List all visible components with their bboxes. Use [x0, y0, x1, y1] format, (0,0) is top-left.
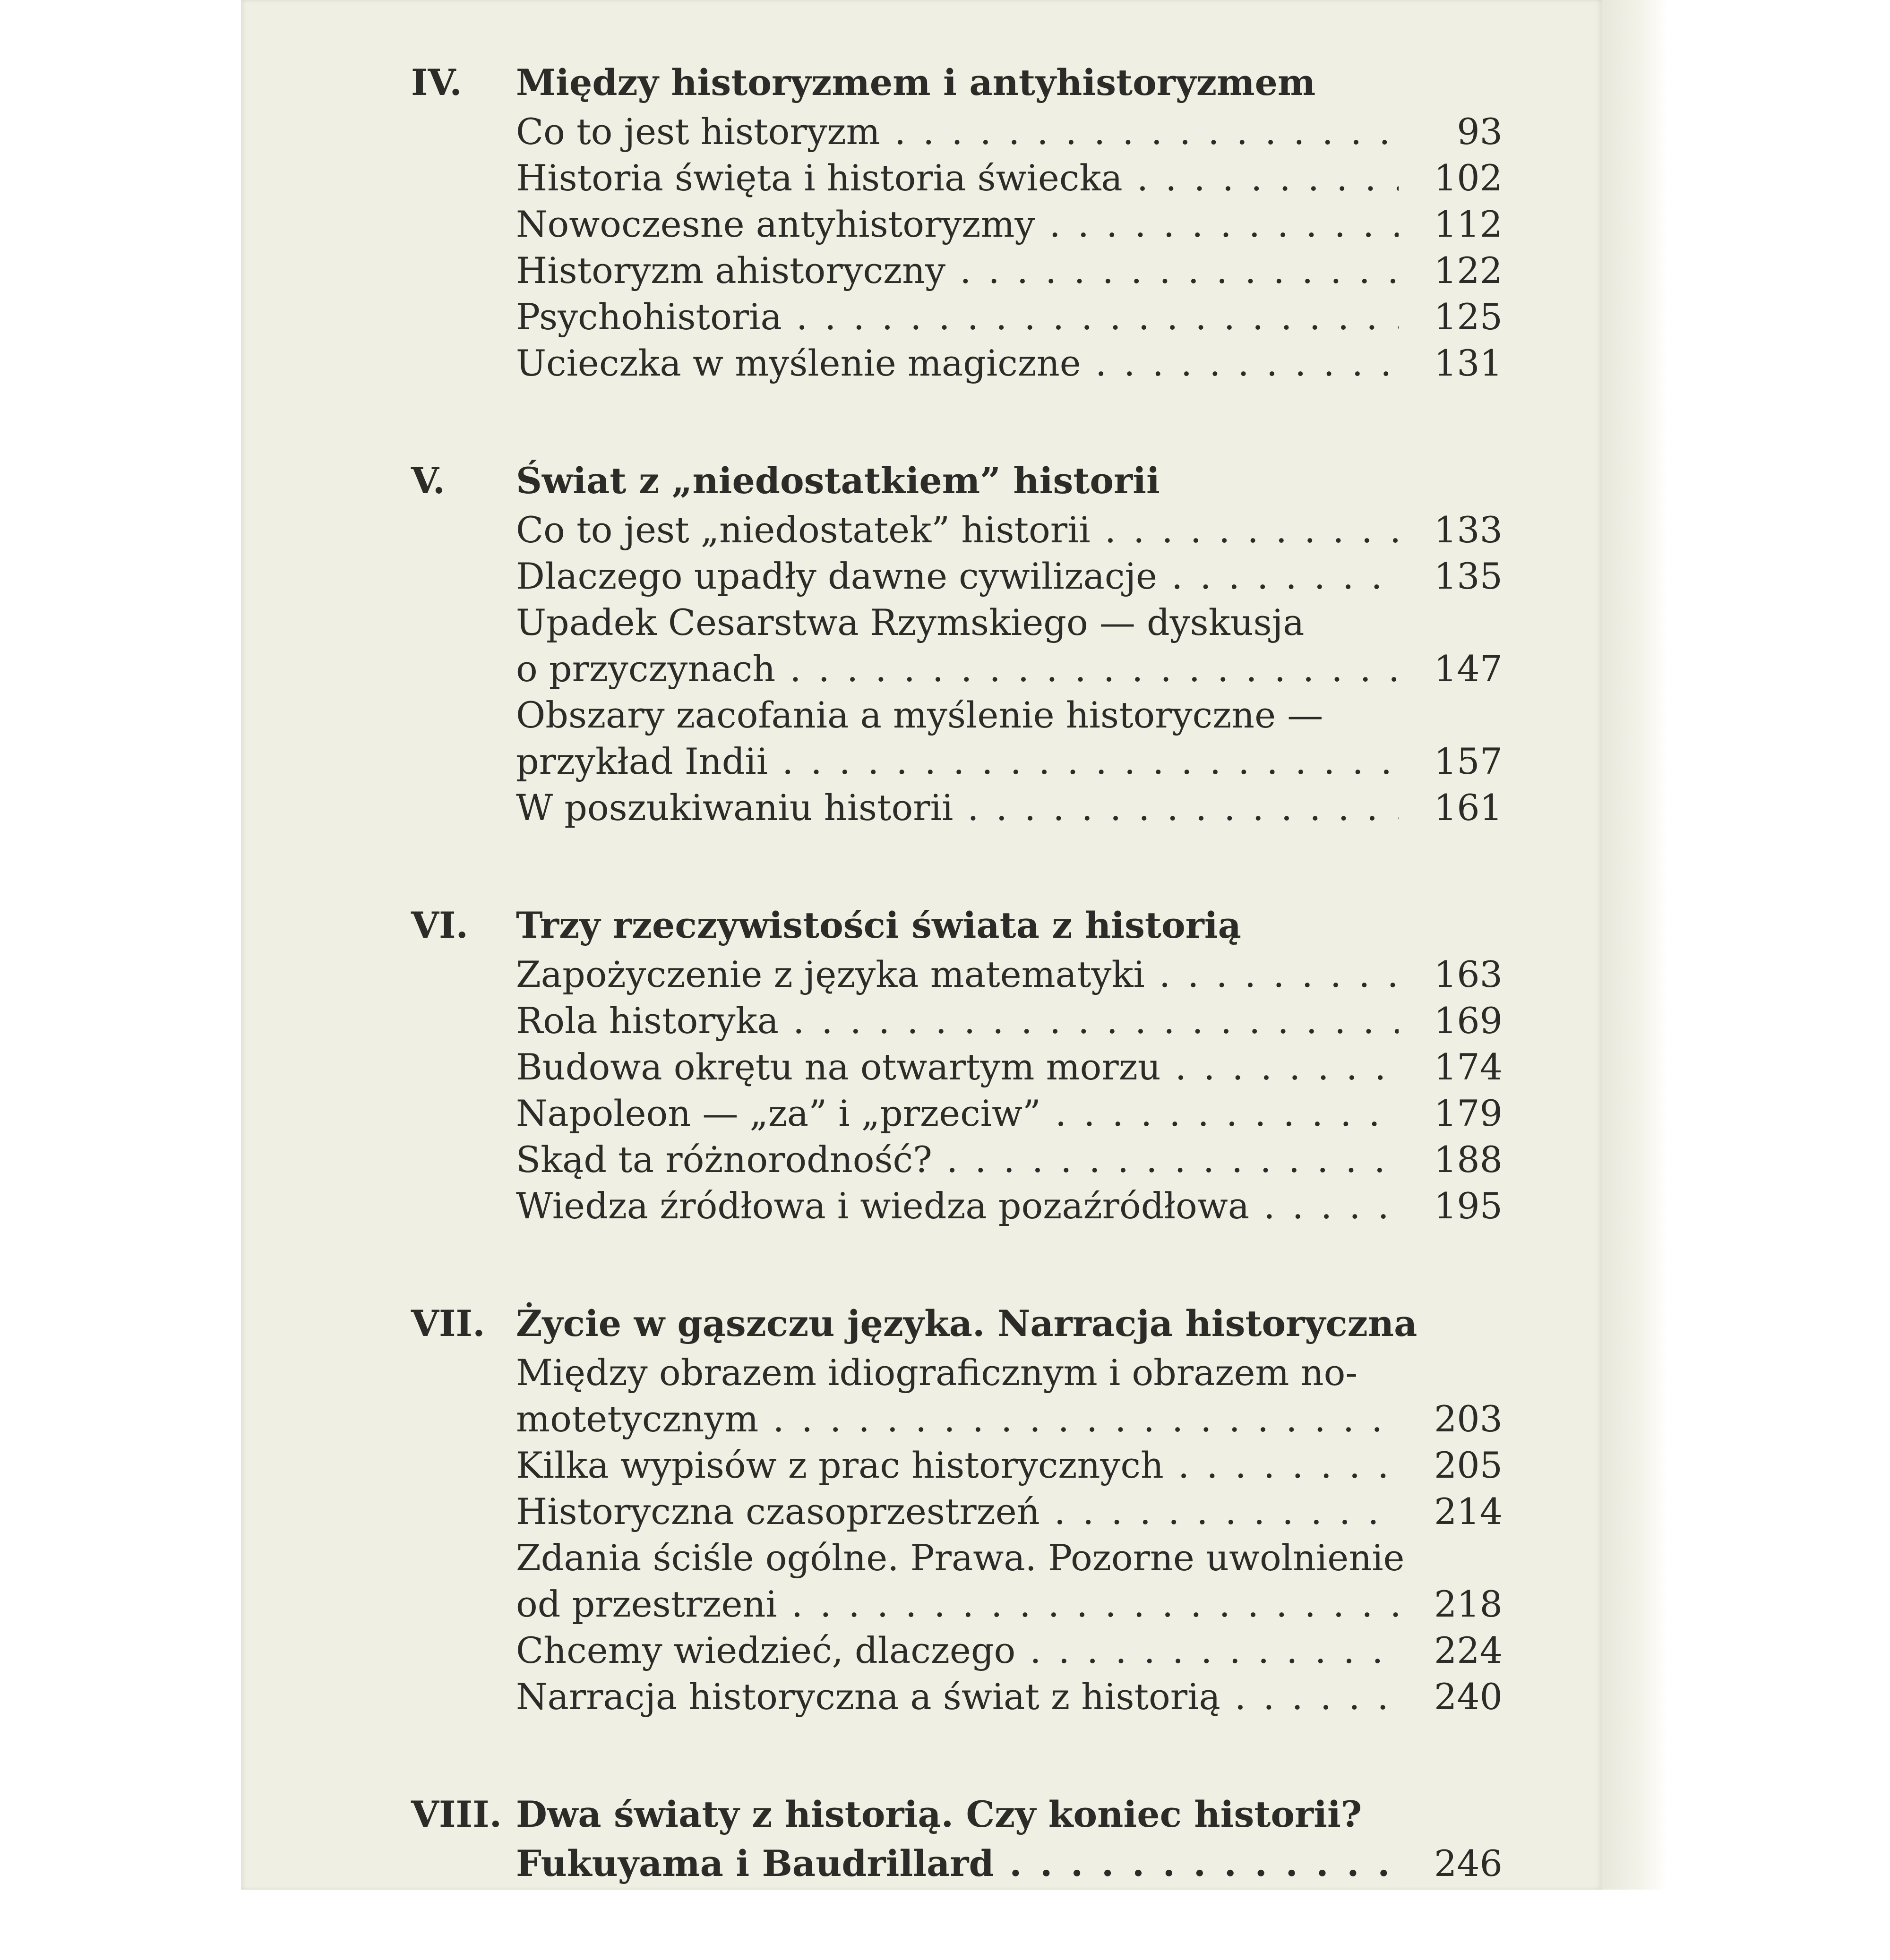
- entry-page-number: 218: [1399, 1581, 1503, 1627]
- entry-title-line: o przyczynach . . .: [516, 646, 1404, 692]
- chapter-number: VII.: [411, 1302, 485, 1344]
- entry-page-number: 125: [1399, 294, 1503, 340]
- chapter-viii: [411, 1793, 1503, 1887]
- chapter-number: VI.: [411, 904, 468, 946]
- toc-entry: [411, 785, 1503, 831]
- entry-page-number: 205: [1399, 1442, 1503, 1489]
- entry-title: Co to jest historyzm . . .: [516, 109, 1404, 155]
- entry-page-number: 102: [1399, 155, 1503, 201]
- toc-entry: [411, 294, 1503, 340]
- chapter-v: [411, 460, 1503, 831]
- chapter-title: Życie w gąszczu języka. Narracja historyczna: [516, 1302, 1418, 1344]
- toc-entry: [411, 507, 1503, 553]
- chapter-number: VIII.: [411, 1793, 502, 1835]
- entry-title: Skąd ta różnorodność? . . .: [516, 1137, 1404, 1183]
- entry-page-number: 135: [1399, 553, 1503, 599]
- chapter-heading: [411, 1302, 1503, 1350]
- toc-entry: [411, 1183, 1503, 1229]
- entry-title-line: Obszary zacofania a myślenie historyczne —: [516, 694, 1323, 736]
- toc-entry: [411, 1442, 1503, 1489]
- toc-entry: [411, 599, 1503, 692]
- entry-page-number: 169: [1399, 998, 1503, 1044]
- toc-entry: [411, 1674, 1503, 1720]
- entry-title-line: motetycznym . . .: [516, 1396, 1404, 1442]
- chapter-title: Świat z „niedostatkiem” historii: [516, 460, 1160, 502]
- toc-entry: [411, 1350, 1503, 1442]
- entry-title: Nowoczesne antyhistoryzmy . . .: [516, 201, 1404, 248]
- toc-entry: [411, 1090, 1503, 1137]
- toc-entry: [411, 340, 1503, 386]
- toc-entry: [411, 1627, 1503, 1674]
- entry-page-number: 240: [1399, 1674, 1503, 1720]
- entry-page-number: 188: [1399, 1137, 1503, 1183]
- entry-page-number: 122: [1399, 248, 1503, 294]
- entry-title: Wiedza źródłowa i wiedza pozaźródłowa . . .: [516, 1183, 1404, 1229]
- toc-entry: [411, 1489, 1503, 1535]
- entry-title: Chcemy wiedzieć, dlaczego . . .: [516, 1627, 1404, 1674]
- entry-title-line: Upadek Cesarstwa Rzymskiego — dyskusja: [516, 601, 1305, 643]
- chapter-title-continued: Fukuyama i Baudrillard . . .: [516, 1840, 1404, 1887]
- toc-entry: [411, 1044, 1503, 1090]
- entry-title: Co to jest „niedostatek” historii . . .: [516, 507, 1404, 553]
- table-of-contents: [411, 61, 1503, 1960]
- entry-page-number: 131: [1399, 340, 1503, 386]
- entry-title-line: przykład Indii . . .: [516, 738, 1404, 785]
- entry-title: Psychohistoria . . .: [516, 294, 1404, 340]
- entry-page-number: 179: [1399, 1090, 1503, 1137]
- chapter-heading: [411, 1793, 1503, 1840]
- toc-entry: [411, 201, 1503, 248]
- entry-title: Historyczna czasoprzestrzeń . . .: [516, 1489, 1404, 1535]
- entry-title: Historyzm ahistoryczny . . .: [516, 248, 1404, 294]
- toc-entry: [411, 998, 1503, 1044]
- entry-title-line: od przestrzeni . . .: [516, 1581, 1404, 1627]
- chapter-vi: [411, 904, 1503, 1229]
- entry-page-number: 246: [1399, 1840, 1503, 1887]
- chapter-heading: [411, 904, 1503, 951]
- entry-page-number: 161: [1399, 785, 1503, 831]
- entry-title: Rola historyka . . .: [516, 998, 1404, 1044]
- toc-entry: [411, 248, 1503, 294]
- entry-page-number: 93: [1399, 109, 1503, 155]
- entry-page-number: 195: [1399, 1183, 1503, 1229]
- entry-page-number: 214: [1399, 1489, 1503, 1535]
- entry-page-number: 147: [1399, 646, 1503, 692]
- entry-title: Zapożyczenie z języka matematyki . . .: [516, 951, 1404, 998]
- entry-title-line: Zdania ściśle ogólne. Prawa. Pozorne uwolnienie: [516, 1537, 1405, 1579]
- page-edge: [1602, 0, 1668, 1890]
- chapter-iv: [411, 61, 1503, 386]
- toc-entry: [411, 155, 1503, 201]
- entry-page-number: 224: [1399, 1627, 1503, 1674]
- entry-title: Budowa okrętu na otwartym morzu . . .: [516, 1044, 1404, 1090]
- toc-entry: [411, 1137, 1503, 1183]
- toc-entry: [411, 951, 1503, 998]
- chapter-title: Między historyzmem i antyhistoryzmem: [516, 61, 1316, 103]
- toc-entry: [411, 1840, 1503, 1887]
- entry-title: Historia święta i historia świecka . . .: [516, 155, 1404, 201]
- chapter-heading: [411, 61, 1503, 109]
- chapter-number: V.: [411, 460, 446, 502]
- entry-page-number: 163: [1399, 951, 1503, 998]
- toc-entry: [411, 553, 1503, 599]
- chapter-number: IV.: [411, 61, 462, 103]
- entry-title: Ucieczka w myślenie magiczne . . .: [516, 340, 1404, 386]
- entry-page-number: 203: [1399, 1396, 1503, 1442]
- toc-entry: [411, 1535, 1503, 1627]
- chapter-vii: [411, 1302, 1503, 1720]
- entry-page-number: 157: [1399, 738, 1503, 785]
- toc-entry: [411, 692, 1503, 785]
- chapter-heading: [411, 460, 1503, 507]
- entry-title: Narracja historyczna a świat z historią . . .: [516, 1674, 1404, 1720]
- chapter-title: Dwa światy z historią. Czy koniec historii?: [516, 1793, 1362, 1835]
- entry-page-number: 133: [1399, 507, 1503, 553]
- entry-page-number: 112: [1399, 201, 1503, 248]
- entry-title: W poszukiwaniu historii . . .: [516, 785, 1404, 831]
- entry-title: Dlaczego upadły dawne cywilizacje . . .: [516, 553, 1404, 599]
- entry-page-number: 174: [1399, 1044, 1503, 1090]
- toc-entry: [411, 109, 1503, 155]
- entry-title: Kilka wypisów z prac historycznych . . .: [516, 1442, 1404, 1489]
- entry-title-line: Między obrazem idiograficznym i obrazem no-: [516, 1352, 1358, 1394]
- chapter-title: Trzy rzeczywistości świata z historią: [516, 904, 1241, 946]
- entry-title: Napoleon — „za” i „przeciw” . . .: [516, 1090, 1404, 1137]
